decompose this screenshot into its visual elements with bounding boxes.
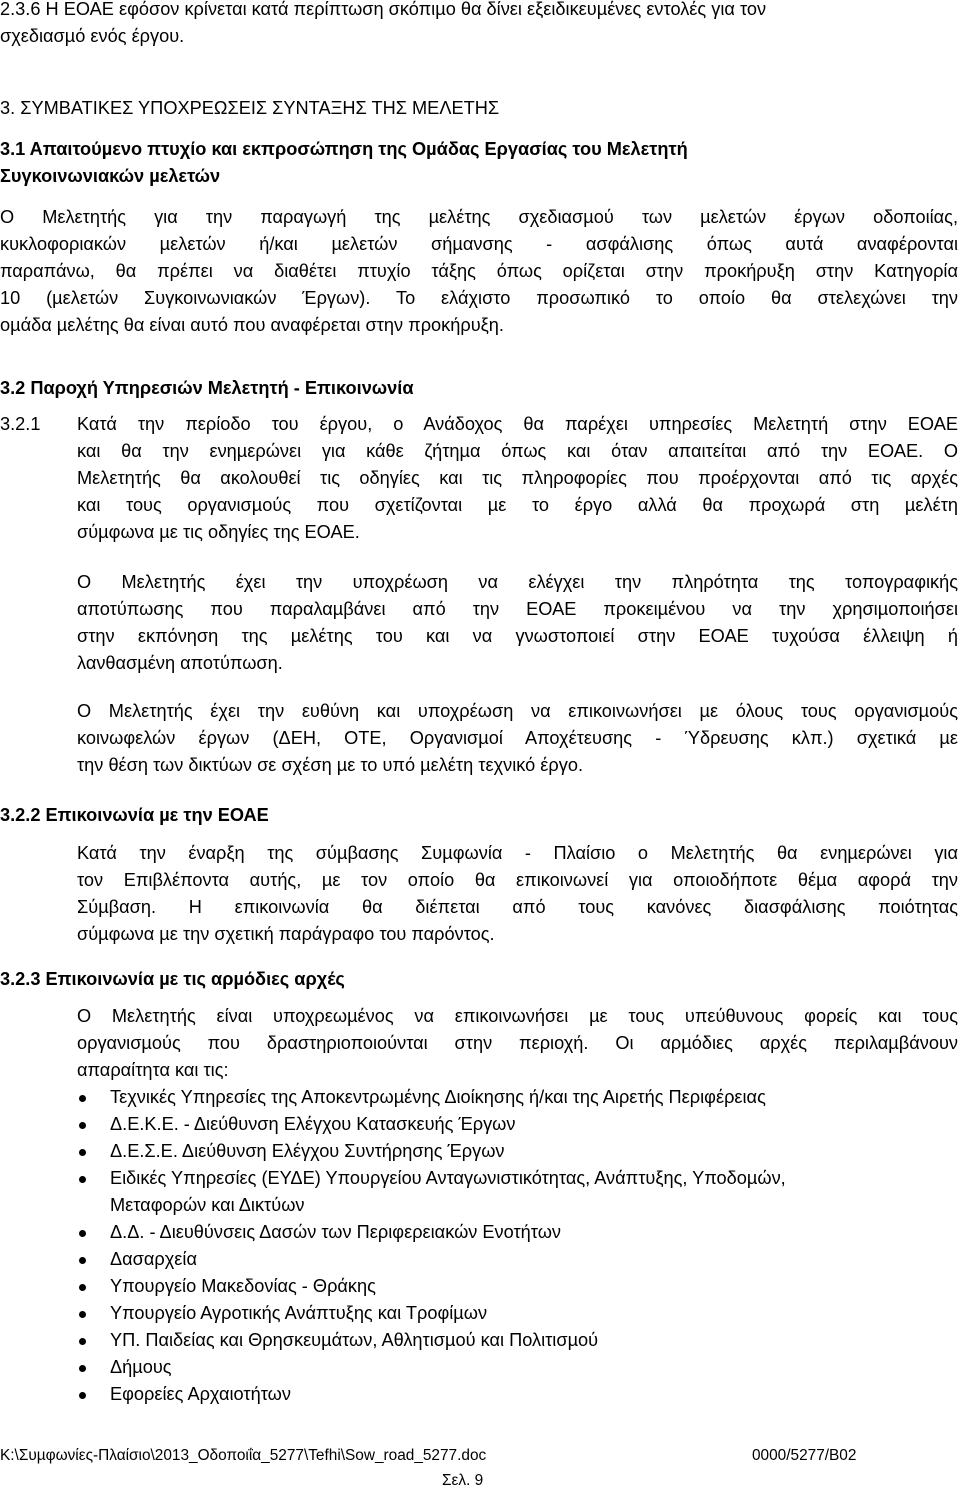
list-item: Εφορείες Αρχαιοτήτων — [110, 1384, 291, 1404]
bullet-dot — [79, 1095, 86, 1102]
list-item: Τεχνικές Υπηρεσίες της Αποκεντρωµένης Διοίκησης ή/και της Αιρετής Περιφέρειας — [110, 1087, 766, 1107]
paragraph-line: Κατά την περίοδο του έργου, ο Ανάδοχος θα παρέχει υπηρεσίες Μελετητή στην ΕΟΑΕ — [77, 414, 958, 434]
paragraph-line: αποτύπωσης που παραλαµβάνει από την ΕΟΑΕ προκειµένου να την χρησιµοποιήσει — [77, 599, 958, 619]
bullet-dot — [79, 1365, 86, 1372]
subsection-heading: Συγκοινωνιακών µελετών — [0, 166, 221, 186]
bullet-dot — [79, 1284, 86, 1291]
bullet-dot — [79, 1392, 86, 1399]
subsection-heading: 3.1 Απαιτούµενο πτυχίο και εκπροσώπηση της Οµάδας Εργασίας του Μελετητή — [0, 139, 688, 159]
footer-document-code: 0000/5277/B02 — [752, 1447, 857, 1464]
bullet-dot — [79, 1176, 86, 1183]
bullet-dot — [79, 1257, 86, 1264]
list-item: Υπουργείο Μακεδονίας - Θράκης — [110, 1276, 376, 1296]
list-item: Δ.Δ. - Διευθύνσεις Δασών των Περιφερειακών Ενοτήτων — [110, 1222, 562, 1242]
section-heading: 3. ΣΥΜΒΑΤΙΚΕΣ ΥΠΟΧΡΕΩΣΕΙΣ ΣΥΝΤΑΞΗΣ ΤΗΣ ΜΕΛΕΤΗΣ — [0, 98, 500, 118]
paragraph-line: τον Επιβλέποντα αυτής, µε τον οποίο θα επικοινωνεί για οποιοδήποτε θέµα αφορά την — [77, 870, 958, 890]
paragraph-line: 10 (µελετών Συγκοινωνιακών Έργων). Το ελάχιστο προσωπικό το οποίο θα στελεχώνει την — [0, 288, 958, 308]
bullet-dot — [79, 1122, 86, 1129]
list-item: Δ.Ε.Σ.Ε. Διεύθυνση Ελέγχου Συντήρησης Έργων — [110, 1141, 505, 1161]
clause-number: 3.2.1 — [0, 414, 41, 434]
paragraph-line: σύµφωνα µε την σχετική παράγραφο του παρόντος. — [77, 924, 495, 944]
page-number: Σελ. 9 — [442, 1472, 484, 1489]
paragraph-line: λανθασµένη αποτύπωση. — [77, 653, 283, 673]
subsection-heading: 3.2.3 Επικοινωνία µε τις αρµόδιες αρχές — [0, 969, 345, 989]
list-item: Υπουργείο Αγροτικής Ανάπτυξης και Τροφίµων — [110, 1303, 488, 1323]
paragraph-line: στην εκπόνηση της µελέτης του και να γνωστοποιεί στην ΕΟΑΕ τυχούσα έλλειψη ή — [77, 626, 958, 646]
paragraph-line: και θα την ενηµερώνει για κάθε ζήτηµα όπως και όταν απαιτείται από την ΕΟΑΕ. Ο — [77, 441, 958, 461]
paragraph-line: και τους οργανισµούς που σχετίζονται µε το έργο αλλά θα προχωρά στη µελέτη — [77, 495, 958, 515]
paragraph-line: κοινωφελών έργων (ΔΕΗ, ΟΤΕ, Οργανισµοί Αποχέτευσης - Ύδρευσης κλπ.) σχετικά µε — [77, 728, 958, 748]
bullet-dot — [79, 1338, 86, 1345]
list-item: Δήµους — [110, 1357, 172, 1377]
subsection-heading: 3.2.2 Επικοινωνία µε την ΕΟΑΕ — [0, 805, 269, 825]
paragraph-line: Μελετητής θα ακολουθεί τις οδηγίες και τις πληροφορίες που προέρχονται από τις αρχές — [77, 468, 958, 488]
paragraph-line: Κατά την έναρξη της σύµβασης Συµφωνία - Πλαίσιο ο Μελετητής θα ενηµερώνει για — [77, 843, 958, 863]
footer-file-path: K:\Συµφωνίες-Πλαίσιο\2013_Οδοποιΐα_5277\Tefhi\Sow_road_5277.doc — [0, 1447, 487, 1464]
list-item: Δ.Ε.Κ.Ε. - Διεύθυνση Ελέγχου Κατασκευής Έργων — [110, 1114, 516, 1134]
paragraph-line: την θέση των δικτύων σε σχέση µε το υπό µελέτη τεχνικό έργο. — [77, 755, 583, 775]
paragraph-line: οργανισµούς που δραστηριοποιούνται στην περιοχή. Οι αρµόδιες αρχές περιλαµβάνουν — [77, 1033, 958, 1053]
subsection-heading: 3.2 Παροχή Υπηρεσιών Μελετητή - Επικοινωνία — [0, 378, 414, 398]
paragraph-line: Ο Μελετητής είναι υποχρεωµένος να επικοινωνήσει µε τους υπεύθυνους φορείς και τους — [77, 1006, 958, 1026]
paragraph-line: παραπάνω, θα πρέπει να διαθέτει πτυχίο τάξης όπως ορίζεται στην προκήρυξη στην Κατηγορία — [0, 261, 958, 281]
paragraph-line: απαραίτητα και τις: — [77, 1060, 229, 1080]
bullet-dot — [79, 1311, 86, 1318]
paragraph-line: Σύµβαση. Η επικοινωνία θα διέπεται από τους κανόνες διασφάλισης ποιότητας — [77, 897, 958, 917]
paragraph-line: 2.3.6 Η ΕΟΑΕ εφόσον κρίνεται κατά περίπτωση σκόπιµο θα δίνει εξειδικευµένες εντολές για τον — [0, 0, 767, 19]
paragraph-line: σύµφωνα µε τις οδηγίες της ΕΟΑΕ. — [77, 522, 360, 542]
bullet-dot — [79, 1230, 86, 1237]
paragraph-line: Ο Μελετητής έχει την υποχρέωση να ελέγχει την πληρότητα της τοπογραφικής — [77, 572, 958, 592]
paragraph-line: κυκλοφοριακών µελετών ή/και µελετών σήµανσης - ασφάλισης όπως αυτά αναφέρονται — [0, 234, 958, 254]
paragraph-line: Ο Μελετητής για την παραγωγή της µελέτης σχεδιασµού των µελετών έργων οδοποιίας, — [0, 207, 958, 227]
list-item: ΥΠ. Παιδείας και Θρησκευµάτων, Αθλητισµού και Πολιτισµού — [110, 1330, 599, 1350]
list-item-continuation: Μεταφορών και Δικτύων — [110, 1195, 305, 1215]
paragraph-line: οµάδα µελέτης θα είναι αυτό που αναφέρεται στην προκήρυξη. — [0, 315, 504, 335]
list-item: Δασαρχεία — [110, 1249, 197, 1269]
paragraph-line: Ο Μελετητής έχει την ευθύνη και υποχρέωση να επικοινωνήσει µε όλους τους οργανισµούς — [77, 701, 958, 721]
bullet-dot — [79, 1149, 86, 1156]
list-item: Ειδικές Υπηρεσίες (ΕΥΔΕ) Υπουργείου Ανταγωνιστικότητας, Ανάπτυξης, Υποδοµών, — [110, 1168, 786, 1188]
paragraph-line: σχεδιασµό ενός έργου. — [0, 26, 185, 46]
